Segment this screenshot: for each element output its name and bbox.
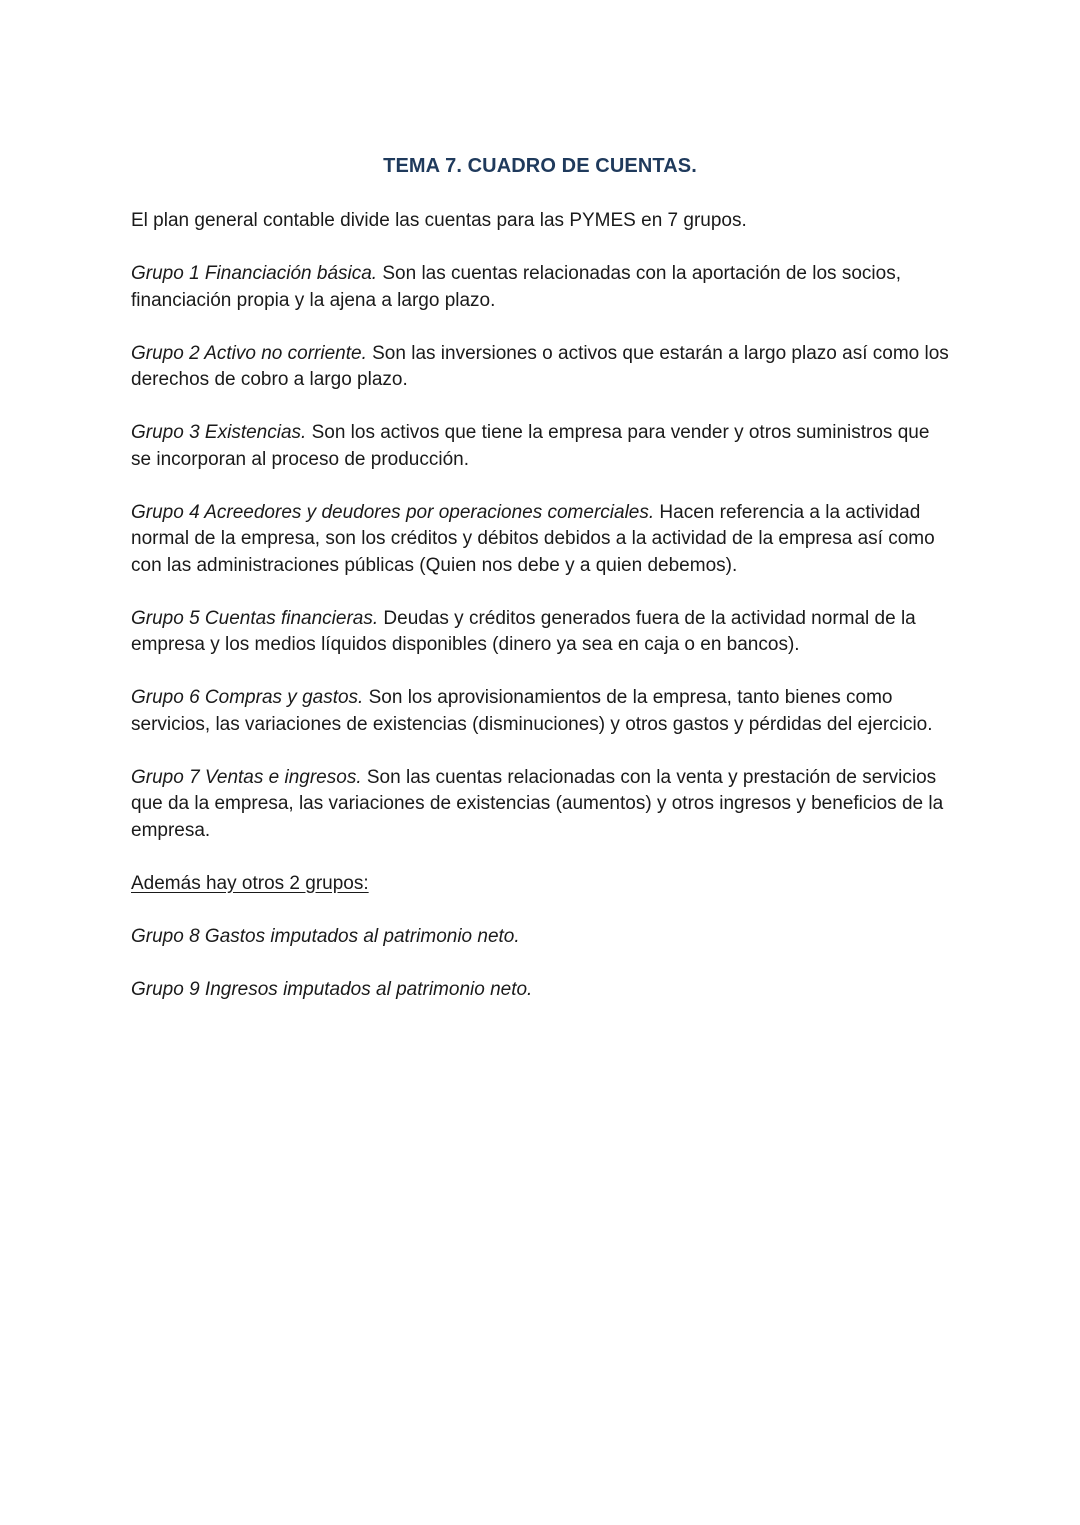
document-title: TEMA 7. CUADRO DE CUENTAS. — [383, 155, 697, 177]
intro-paragraph: El plan general contable divide las cuentas para las PYMES en 7 grupos. — [131, 210, 747, 231]
group-term: Grupo 5 Cuentas financieras. — [131, 607, 379, 629]
group-paragraph-6 — [131, 685, 951, 738]
group-description: Son las cuentas relacionadas con la venta y prestación de servicios que da la empresa, las variaciones de existencias (aumentos) y otros ingresos y beneficios de la empresa. — [131, 766, 944, 841]
group-term: Grupo 7 Ventas e ingresos. — [131, 766, 362, 788]
group-paragraph-1 — [131, 261, 951, 314]
group-term: Grupo 6 Compras y gastos. — [131, 687, 364, 708]
group-paragraph-8: Grupo 8 Gastos imputados al patrimonio neto. — [131, 925, 520, 947]
group-description: Deudas y créditos generados fuera de la actividad normal de la empresa y los medios líquidos disponibles (dinero ya sea en caja o en bancos). — [131, 607, 916, 655]
group-description: Son los activos que tiene la empresa para vender y otros suministros que se incorporan al proceso de producción. — [131, 422, 930, 470]
group-paragraph-2 — [131, 341, 951, 394]
group-term: Grupo 3 Existencias. — [131, 422, 307, 443]
extra-groups-heading: Además hay otros 2 grupos: — [131, 872, 369, 894]
group-term: Grupo 4 Acreedores y deudores por operaciones comerciales. — [131, 501, 655, 523]
document-body — [131, 208, 951, 1030]
group-description: Son las cuentas relacionadas con la aportación de los socios, financiación propia y la ajena a largo plazo. — [131, 263, 901, 311]
group-description: Son los aprovisionamientos de la empresa, tanto bienes como servicios, las variaciones de existencias (disminuciones) y otros gastos y pérdidas del ejercicio. — [131, 687, 933, 735]
group-term: Grupo 2 Activo no corriente. — [131, 342, 367, 364]
group-paragraph-4 — [131, 500, 951, 580]
group-paragraph-7 — [131, 765, 951, 845]
group-paragraph-3 — [131, 420, 951, 473]
group-term: Grupo 1 Financiación básica. — [131, 263, 378, 284]
group-paragraph-5 — [131, 606, 951, 659]
group-description: Hacen referencia a la actividad normal de la empresa, son los créditos y débitos debidos a la actividad de la empresa así como con las administraciones públicas (Quien nos debe y a quien debemos). — [131, 501, 935, 576]
group-paragraph-9: Grupo 9 Ingresos imputados al patrimonio neto. — [131, 978, 533, 1000]
group-description: Son las inversiones o activos que estarán a largo plazo así como los derechos de cobro a largo plazo. — [131, 342, 949, 390]
